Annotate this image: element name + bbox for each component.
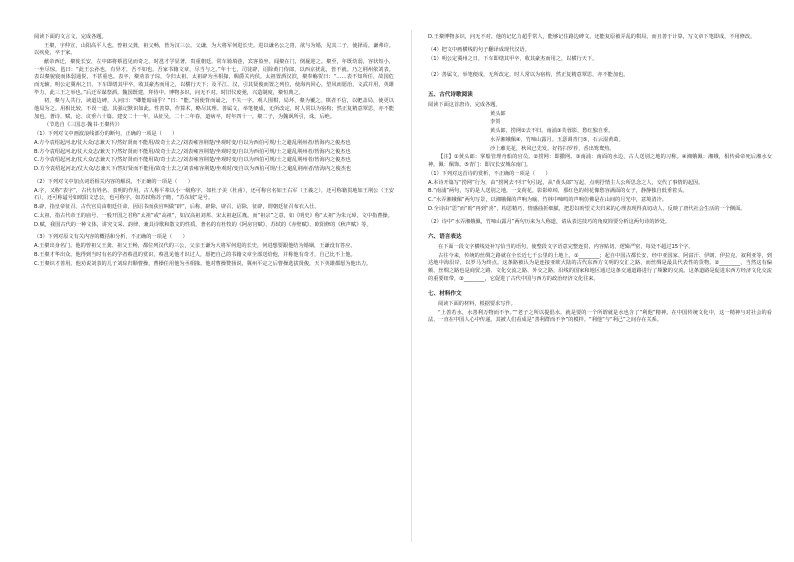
poem-author: 李贺: [490, 119, 501, 126]
option-d: D.赋，我国古代的一种文体，讲究文采、韵律，兼具诗歌和散文的性质。著名的有杜牧的《阿房宫赋》、苏轼的《赤壁赋》、欧阳修的《秋声赋》等。: [34, 221, 372, 228]
option-a: A.王粲出身名门。他的曾祖父王龚、祖父王畅，都位列汉代的三公，父亲王谦为大将军何进的长史，何进想要跟他结为婚姻，王谦没有答应。: [34, 243, 356, 250]
poem-title: 黄头郎: [490, 110, 506, 117]
option-d: D.方今袁绍起河北/仗大众/志兼天下/然好贤而不能用/故奇士去之/刘表雍容荆楚/坐观时/变自以为西伯可规/士之避乱荆州者/皆海内之俊杰也: [34, 166, 352, 173]
option-a: A.方今袁绍起河北/仗大众/志兼天下/然好贤而不能用/故奇士去之/刘表雍容荆楚/坐观时变/自以为西伯可规/士之避乱荆州者/皆海内之俊杰也: [34, 139, 351, 146]
left-column: [34, 34, 394, 270]
section-5-heading: 五、古代诗歌阅读: [428, 92, 473, 99]
passage-paragraph: 初，粲与人共行，读道边碑，人问曰：“卿能暗诵乎？”曰：“能。”因使背而诵之，不失一字。观人围棋，局坏，粲为覆之。棋者不信，以帊盖局，使更以他局为之。用相比较，不误一道。其强记默识如此。性善算，作算术，略尽其理。善属文，举笔便成，无所改定，时人常以为宿构；然正复精意覃思，亦不能加也。著诗、赋、论、议垂六十篇。建安二十一年，从征吴。二十二年春，道病卒，时年四十一。粲二子，为魏讽所引，诛。后绝。: [34, 98, 394, 120]
option-c: C.方今袁绍起河北/仗大众/志兼天下/然好贤而不能用故/奇士去之/刘表雍容荆楚/坐观时变/自以为西伯可规/士之避乱荆州者/皆海内之俊杰也: [34, 157, 351, 164]
passage-paragraph: 王粲，字仲宣，山阳高平人也。曾祖父龚，祖父畅，皆为汉三公。父谦，为大将军何进长史。进以谦名公之胄，欲与为婚，见其二子，使择焉。谦弗许。以疾免，卒于家。: [34, 42, 394, 57]
translate-sentence-2: （2）善属文，举笔便成，无所改定，时人常以为宿构，然正复精意覃思，亦不能加也。: [428, 72, 629, 79]
source-note: （节选自《三国志·魏书·王粲传》）: [44, 122, 123, 129]
section-6-heading: 六、语言表达: [428, 234, 462, 241]
right-column: [428, 34, 772, 326]
option-d: D.王粲博物多识，问无不对。他的记忆力超乎常人，能够记住路边碑文，还能复原被弄乱的棋局，而且善于计算，写文章下笔即成，不用修改。: [428, 34, 756, 40]
question-4: （4）把文中画横线的句子翻译成现代汉语。: [428, 46, 530, 53]
option-a: A.本诗开篇写“捞网”行为，由“捞网去不归”句引起，从“黄头郎”写起，点明抒情主人公所思念之人，交代了事情的起因。: [428, 179, 704, 186]
column-divider: [411, 30, 412, 542]
poem-intro: 阅读下面这首唐诗，完成各题。: [428, 101, 501, 108]
poem-line: 沙上蘼芜花，秋风已先发。好持扫罗荐，香出鸳鸯热。: [490, 145, 615, 152]
question-3: （3）下列对原文有关内容的概括和分析，不正确的一项是（ ）: [34, 234, 188, 241]
essay-material: “上善若水，水善利万物而不争。”“老子之所以提倡水，就是要的一个所谓就是水也含了“利他”精神。在中国传统文化中，这一精神与对社会的看法，一直在中国人心中传递。其被人们看成是“善利群而不争”的模样。“利他”与“利己”之间存在关系。: [428, 309, 772, 324]
poem-line: 水弄湘娥佩④，竹啼山露月。玉瑟调青门⑤，石云湿黄葛。: [490, 136, 624, 143]
essay-intro: 阅读下面的材料，根据要求写作。: [438, 301, 516, 307]
poem-line: 黄头郎，捞网②去不归。南浦③芙蓉影，愁红独自垂。: [490, 128, 614, 135]
question-5-1: （1）下列对这首诗的赏析，不正确的一项是（ ）: [428, 170, 551, 177]
intro-text: 阅读下面的文言文，完成各题。: [34, 34, 107, 40]
question-5-2: （2）诗中“水弄湘娥佩，竹啼山露月”两句历来为人称道，请从表达技巧的角度简要分析这两句诗的妙处。: [428, 218, 671, 225]
option-a: A.字，又称“表字”，古代有姓名、表明的作用。古人称平辈以小一级称字，如杜子美（杜甫），还可称官名如王右军（王羲之），还可称籍贯地如王荆公（王安石），还可称谥号如欧阳文忠公，也可称字，如苏轼称苏子瞻，“苏东坡”是号。: [34, 187, 394, 202]
language-intro: 在下面一段文字横线处补写恰当的语句，使整段文字语意完整连贯，内容贴切，逻辑严密，每处不超过15个字。: [438, 244, 694, 251]
poem-note: 【注】①黄头郎：掌船管理舟船的官员。②捞网：即撒网。③南浦：南面的水边，古人送别之地的习称。④湘娥佩：湘娥，相传舜帝死后湘水女神。佩：佩饰。⑤青门：即汉长安城东南门。: [428, 154, 772, 168]
language-passage: 古往今来，传统的丝绸之路就在全长近七千公里的土地上，①________；起自中国古都长安，经中亚国家、阿富汗、伊朗、伊拉克、叙利亚等，到达地中海沿岸，以罗马为终点。这条路被认为是连接亚欧大陆的古代东西方文明的交汇之路，而丝绸是最具代表性的货物。②________，当然这有偏颇，丝绸之路也是商贸之路、文化交流之路、外交之路，沿线的国家和地区通过这条交通道路进行了频繁的交流。这条道路是促进东西方经济文化交流的重要纽带，③________，它促进了古代中国与西方的政治经济文化往来。: [428, 252, 772, 282]
option-d: D.全诗由“思”而“盼”再到“喜”，构思精巧，情感曲折细腻，把思妇盼望丈夫归来的心理表现得真切动人，反映了唐代社会生活的一个侧面。: [428, 205, 746, 212]
section-7-heading: 七、材料作文: [428, 291, 462, 298]
translate-sentence-1: （1）明公定冀州之日，下车即缮其甲卒，收其豪杰而用之，以横行天下。: [428, 55, 598, 62]
option-b: B.方今袁绍起河北/仗大众志/兼天下/然好贤而不能用/故奇士去之/刘表雍容荆楚/坐观时变/自以为西伯可规/士之避乱荆州者/皆海内之俊杰也: [34, 148, 351, 155]
option-c: C.“水弄湘娥佩”两句写景，以湘娥佩的声响为喻，竹林中啼鸣的声响仿佛是在山间的月光中，意境清冷。: [428, 197, 667, 204]
option-b: B.王粲才华出众。他得到当时有名的学者蔡邕的赏识，蔡邕见他才识过人，愿把自己的书籍文章全部送给他，并称他有奇才，自己比不上他。: [34, 252, 356, 259]
question-2: （2）下列对文中加点词语相关内容的解说，不正确的一项是（ ）: [34, 178, 193, 185]
passage-paragraph: 献帝西迁，粲徙长安，左中郎将蔡邕见而奇之。时邕才学显著，贵重朝廷，常车骑填巷，宾客盈坐。闻粲在门，倒屣迎之。粲至，年既幼弱，容状短小，一坐尽惊。邕曰：“此王公孙也，有异才，吾不如也。吾家书籍文章，尽当与之。”年十七，司徒辟，诏除黄门侍郎，以西京扰乱，皆不就。乃之荆州依刘表。表以粲貌寝而体弱通侻，不甚重也。表卒，粲劝表子琮，令归太祖。太祖辟为丞相掾，赐爵关内侯。太祖置酒汉滨，粲奉觞贺曰：“……表不知所任，故国危而无辅。明公定冀州之日，下车即缮其甲卒，收其豪杰而用之，以横行天下；及平江、汉，引其贤俊而置之列位，使海内回心，望风而愿治，文武并用，英雄毕力，此三王之举也。”后迁军谋祭酒。魏国既建，拜侍中。博物多识，问无不对。时旧仪废弛，兴造制度，粲恒典之。: [34, 59, 394, 96]
option-c: C.王粲识才善用。他劝说刘表的儿子刘琮归顺曹操，曹操任用他为丞相掾。他对曹操赞扬说，冀州平定之后曹操选拔贤俊，天下英雄都愿为他出力。: [34, 260, 372, 267]
question-1: （1）下列对文中画波浪线部分的断句，正确的一项是（ ）: [34, 131, 178, 138]
option-b: B.辟，指皇帝征召。古代官员由朝廷任命，因诏书而获官叫做“辟”，后称，辟除，辟召，诏除，征辟，谓朝廷征召布衣入仕。: [34, 204, 320, 211]
option-b: B.“南浦”两句，写的是人送别之地，一支荷花，影影绰绰，那红色的荷花像愁容满面的女子，静静独自低垂着头。: [428, 188, 688, 195]
option-c: C.太祖，指古代帝王的庙号，一般开国之君称“太祖”或“高祖”，如汉高祖刘邦、宋太祖赵匡胤。而“祖宗”之意，如《明史》称“太祖”为朱元璋，文中指曹操。: [34, 212, 393, 219]
